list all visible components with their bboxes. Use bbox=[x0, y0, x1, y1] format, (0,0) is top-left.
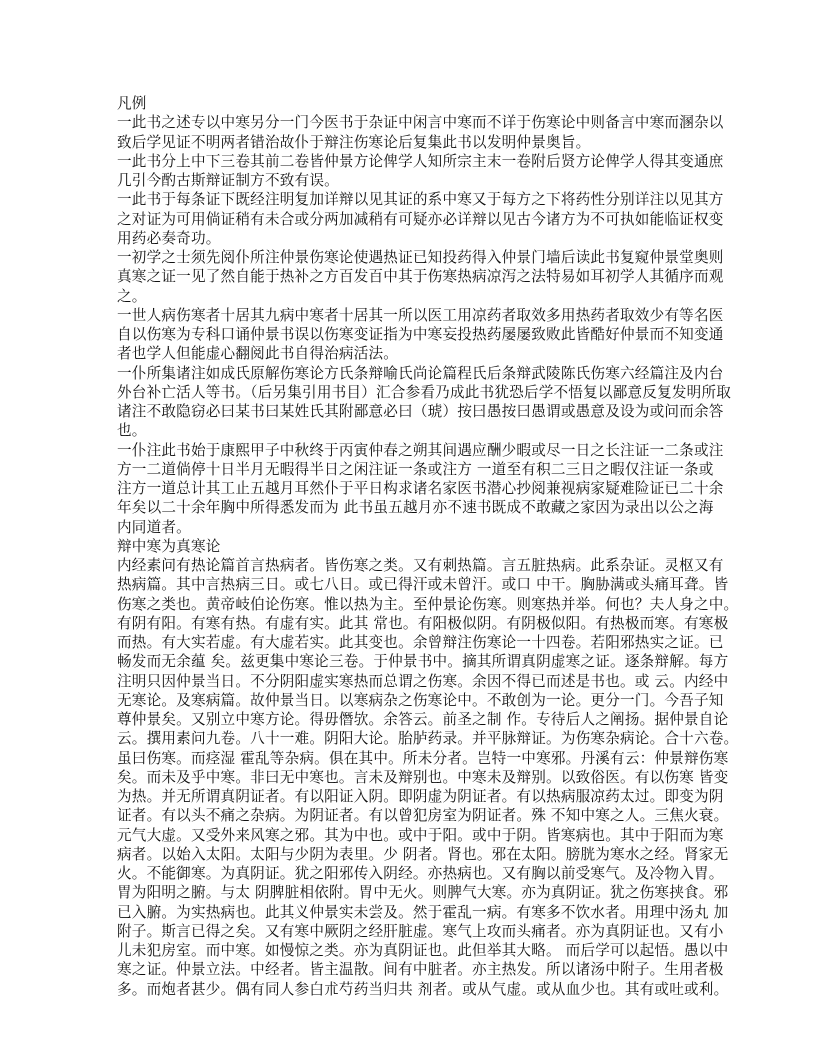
text-line: 而热。有大实若虚。有大虚若实。此其变也。余曾辩注伤寒论一十四卷。若阳邪热实之证。已 bbox=[117, 634, 724, 651]
text-line: 年矣以二十余年胸中所得悉发而为 此书虽五越月亦不速书既成不敢藏之家因为录出以公之海 bbox=[117, 499, 714, 517]
text-line: 附子。斯言已得之矣。又有寒中厥阴之经肝脏虚。寒气上攻而头痛者。亦为真阴证也。又有小 bbox=[117, 922, 724, 940]
text-line: 自以伤寒为专科口诵仲景书误以伤寒变证指为中寒妄投热药屡屡致败此皆酷好仲景而不知变通 bbox=[117, 326, 724, 343]
text-line: 病者。以始入太阳。太阳与少阴为表里。少 阴者。肾也。邪在太阳。膀胱为寒水之经。肾家无 bbox=[117, 845, 729, 863]
text-line: 有阴有阳。有寒有热。有虚有实。此其 常也。有阳极似阴。有阴极似阳。有热极而寒。有寒极 bbox=[117, 614, 729, 632]
text-line: 内经素问有热论篇首言热病者。皆伤寒之类。又有刺热篇。言五脏热病。此系杂证。灵枢又有 bbox=[117, 557, 724, 574]
text-line: 外台补亡活人等书。（后另集引用书目）汇合参看乃成此书犹恐后学不悟复以鄙意反复发明所取 bbox=[117, 383, 732, 401]
text-line: 之。 bbox=[117, 287, 147, 305]
text-line: 一仆所集诸注如成氏原解伤寒论方氏条辩喻氏尚论篇程氏后条辩武陵陈氏伤寒六经篇注及内台 bbox=[117, 364, 724, 382]
text-line: 元气大虚。又受外来风寒之邪。其为中也。或中于阳。或中于阴。皆寒病也。其中于阳而为寒 bbox=[117, 826, 724, 844]
text-line: 几引今酌古斯辩证制方不致有误。 bbox=[117, 172, 339, 189]
text-line: 为热。并无所谓真阴证者。有以阳证入阴。即阴虚为阴证者。有以热病服凉药太过。即变为阴 bbox=[117, 788, 724, 805]
text-line: 尊仲景矣。又别立中寒方论。得毋僭欤。余答云。前圣之制 作。专待后人之阐扬。据仲景自论 bbox=[117, 711, 729, 728]
text-line: 伤寒之类也。黄帝岐伯论伤寒。惟以热为主。至仲景论伤寒。则寒热并举。何也？夫人身之中。 bbox=[117, 595, 739, 613]
text-line: 方一二道倘停十日半月无暇得半日之闲注证一条或注方 一道至有积二三日之暇仅注证一条或 bbox=[117, 460, 714, 478]
text-line: 注方一道总计其工止五越月耳然仆于平日构求诸名家医书潜心抄阅兼视病家疑难险证已二十余 bbox=[117, 480, 724, 497]
front-matter-item-5 bbox=[117, 306, 724, 364]
text-line: 真寒之证一见了然自能于热补之方百发百中其于伤寒热病凉泻之法特易如耳初学人其循序而观 bbox=[117, 268, 724, 286]
text-line: 无寒论。及寒病篇。故仲景当日。以寒病杂之伤寒论中。不敢创为一论。更分一门。今吾子知 bbox=[117, 691, 724, 709]
text-line: 一仆注此书始于康熙甲子中秋终于丙寅仲春之朔其间遇应酬少暇或尽一日之长注证一二条或注 bbox=[117, 441, 724, 459]
text-line: 一此书分上中下三卷其前二卷皆仲景方论俾学人知所宗主末一卷附后贤方论俾学人得其变通庶 bbox=[117, 152, 724, 170]
front-matter-item-3 bbox=[117, 190, 724, 248]
text-line: 一此书之述专以中寒另分一门今医书于杂证中闲言中寒而不详于伤寒论中则备言中寒而溷杂以 bbox=[117, 114, 724, 132]
text-line: 矣。而未及乎中寒。非曰无中寒也。言未及辩别也。中寒未及辩别。以致俗医。有以伤寒 皆变 bbox=[117, 768, 729, 786]
text-line: 也。 bbox=[117, 422, 147, 440]
text-line: 致后学见证不明两者错治故仆于辩注伤寒论后复集此书以发明仲景奥旨。 bbox=[117, 133, 591, 151]
text-line: 儿未犯房室。而中寒。如慢惊之类。亦为真阴证也。此但举其大略。 而后学可以起悟。愚以中 bbox=[117, 942, 729, 959]
text-line: 诸注不敢隐窃必曰某书曰某姓氏其附鄙意必曰（琥）按曰愚按曰愚谓或愚意及设为或问而余答 bbox=[117, 403, 724, 420]
front-matter-item-7 bbox=[117, 441, 724, 537]
front-matter-item-1 bbox=[117, 113, 724, 152]
text-line: 热病篇。其中言热病三日。或七八日。或已得汗或未曾汗。或口 中干。胸胁满或头痛耳聋。皆 bbox=[117, 576, 729, 594]
text-line: 注明只因仲景当日。不分阴阳虚实寒热而总谓之伤寒。余因不得已而述是书也。或 云。内经中 bbox=[117, 672, 729, 690]
text-line: 之对证为可用倘证稍有未合或分两加减稍有可疑亦必详辩以见古今诸方为不可执如能临证权变 bbox=[117, 210, 724, 228]
text-line: 一此书于每条证下既经注明复加详辩以见其证的系中寒又于每方之下将药性分别详注以见其方 bbox=[117, 191, 724, 209]
text-line: 寒之证。仲景立法。中经者。皆主温散。间有中脏者。亦主热发。所以诸汤中附子。生用者极 bbox=[117, 961, 724, 979]
heading-fanli: 凡例 bbox=[117, 95, 147, 112]
front-matter-item-6 bbox=[117, 364, 732, 441]
text-line: 多。而炮者甚少。偶有同人参白朮芍药当归共 剂者。或从气虚。或从血少也。其有或吐或利。 bbox=[117, 980, 729, 998]
document-page bbox=[117, 94, 739, 999]
text-line: 云。撰用素问九卷。八十一难。阴阳大论。胎胪药录。并平脉辩证。为伤寒杂病论。合十六卷。 bbox=[117, 730, 739, 748]
text-line: 火。不能御寒。为真阴证。犹之阳邪传入阴经。亦热病也。又有胸以前受寒气。及冷物入胃。 bbox=[117, 865, 724, 882]
text-line: 一初学之士须先阅仆所注仲景伤寒论使遇热证已知投药得入仲景门墙后读此书复窥仲景堂奥则 bbox=[117, 249, 724, 266]
text-line: 一世人病伤寒者十居其九病中寒者十居其一所以医工用凉药者取效多用热药者取效少有等名医 bbox=[117, 306, 724, 324]
text-line: 证者。有以头不痛之杂病。为阴证者。有以曾犯房室为阴证者。殊 不知中寒之人。三焦火衰。 bbox=[117, 807, 729, 825]
text-line: 已入腑。为实热病也。此其义仲景实未尝及。然于霍乱一病。有寒多不饮水者。用理中汤丸 加 bbox=[117, 903, 729, 921]
text-line: 畅发而无余蕴 矣。兹更集中寒论三卷。于仲景书中。摘其所谓真阴虚寒之证。逐条辩解。每方 bbox=[117, 653, 729, 671]
front-matter-item-2 bbox=[117, 152, 724, 191]
text-line: 内同道者。 bbox=[117, 518, 191, 536]
text-line: 虽曰伤寒。而痉湿 霍乱等杂病。俱在其中。所未分者。岂特一中寒邪。丹溪有云：仲景辩伤寒 bbox=[117, 749, 729, 767]
text-line: 用药必奏奇功。 bbox=[117, 229, 221, 247]
section-title: 辩中寒为真寒论 bbox=[117, 537, 221, 555]
front-matter-item-4 bbox=[117, 248, 724, 306]
section-body bbox=[117, 556, 739, 999]
text-line: 胃为阳明之腑。与太 阴脾脏相依附。胃中无火。则脾气大寒。亦为真阴证。犹之伤寒挟食。邪 bbox=[117, 884, 729, 902]
text-line: 者也学人但能虚心翻阅此书自得治病活法。 bbox=[117, 345, 399, 363]
